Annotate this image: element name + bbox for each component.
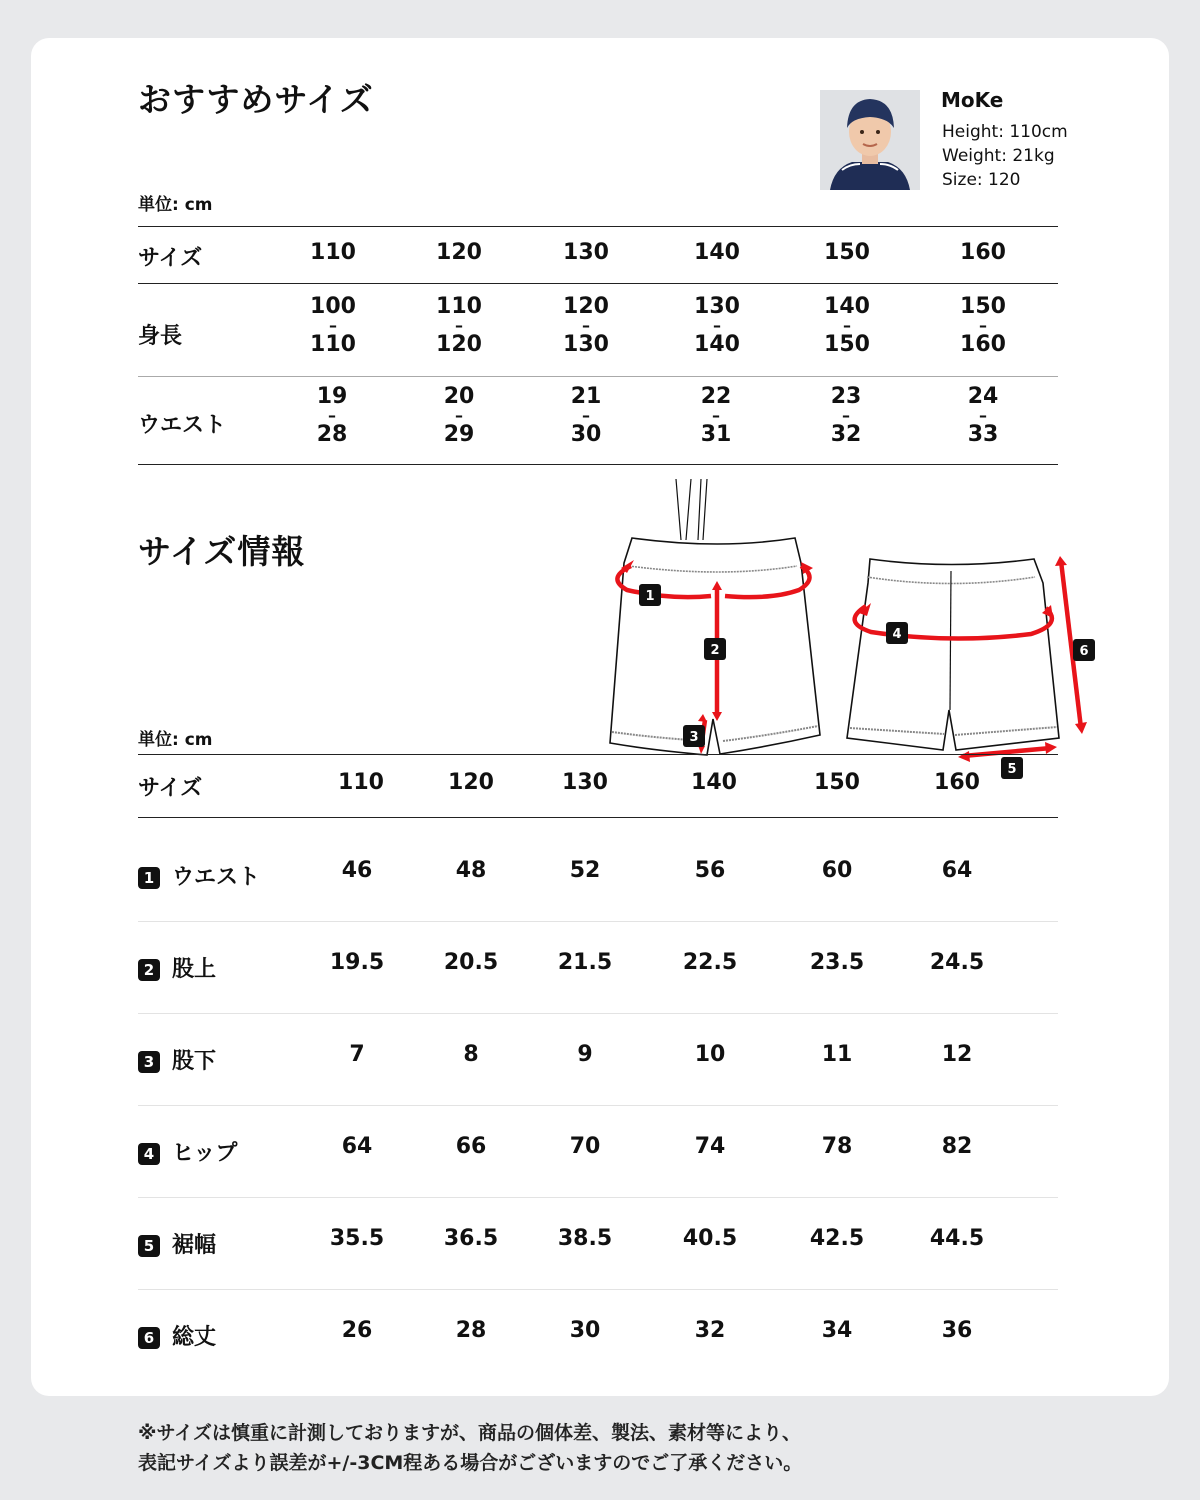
- range-min: 23: [830, 384, 862, 409]
- model-name: MoKe: [941, 88, 1004, 112]
- size-col: 140: [691, 770, 737, 795]
- size-header-label: サイズ: [138, 776, 203, 801]
- waist-range: [317, 385, 348, 447]
- measure-value: 64: [941, 858, 973, 883]
- size-col: 120: [436, 240, 482, 265]
- measure-value: 42.5: [809, 1226, 865, 1251]
- range-dash: –: [328, 406, 336, 425]
- height-row-label: 身長: [138, 324, 183, 349]
- height-range: [824, 295, 870, 357]
- range-dash: –: [843, 316, 851, 335]
- diagram-label-2: 2: [710, 643, 720, 658]
- range-dash: –: [329, 316, 337, 335]
- number-badge-icon: 2: [138, 959, 160, 981]
- range-min: 150: [960, 294, 1006, 319]
- measure-row-label: [138, 952, 216, 983]
- measure-value: 22.5: [682, 950, 738, 975]
- measure-value: 19.5: [329, 950, 385, 975]
- shorts-measurement-diagram: [571, 478, 1091, 777]
- waist-range: [571, 385, 602, 447]
- divider: [138, 376, 1058, 377]
- child-model-image: [820, 90, 920, 190]
- measure-value: 64: [341, 1134, 373, 1159]
- measure-row-label: [138, 1320, 216, 1351]
- measure-value: 8: [463, 1042, 479, 1067]
- range-max: 120: [436, 332, 482, 357]
- size-col: 160: [960, 240, 1006, 265]
- height-range: [310, 295, 356, 357]
- number-badge-icon: 1: [138, 867, 160, 889]
- measure-value: 44.5: [929, 1226, 985, 1251]
- range-min: 19: [316, 384, 348, 409]
- row-divider: [138, 1013, 1058, 1014]
- range-min: 140: [824, 294, 870, 319]
- measure-value: 78: [821, 1134, 853, 1159]
- number-badge-icon: 5: [138, 1235, 160, 1257]
- diagram-label-5: 5: [1007, 762, 1017, 777]
- measure-row-label: [138, 1228, 216, 1259]
- measure-name: ウエスト: [172, 865, 261, 890]
- disclaimer-line-2: 表記サイズより誤差が+/-3CM程ある場合がございますのでご了承ください。: [138, 1452, 803, 1474]
- divider: [138, 226, 1058, 227]
- measure-value: 34: [821, 1318, 853, 1343]
- range-dash: –: [979, 406, 987, 425]
- measure-value: 30: [569, 1318, 601, 1343]
- height-range: [694, 295, 740, 357]
- waist-row-label: ウエスト: [138, 413, 227, 438]
- measure-value: 26: [341, 1318, 373, 1343]
- range-min: 24: [967, 384, 999, 409]
- measure-value: 21.5: [557, 950, 613, 975]
- measure-value: 46: [341, 858, 373, 883]
- range-max: 140: [694, 332, 740, 357]
- size-col: 150: [824, 240, 870, 265]
- size-col: 130: [563, 240, 609, 265]
- measure-value: 20.5: [443, 950, 499, 975]
- model-weight: Weight: 21kg: [942, 146, 1055, 166]
- measure-name: 裾幅: [172, 1233, 217, 1258]
- range-dash: –: [842, 406, 850, 425]
- measure-value: 66: [455, 1134, 487, 1159]
- range-max: 30: [570, 422, 602, 447]
- divider: [138, 283, 1058, 284]
- range-max: 130: [563, 332, 609, 357]
- size-info-title: サイズ情報: [138, 532, 306, 571]
- range-min: 110: [436, 294, 482, 319]
- range-max: 28: [316, 422, 348, 447]
- measure-value: 60: [821, 858, 853, 883]
- range-dash: –: [712, 406, 720, 425]
- recommended-title: おすすめサイズ: [138, 80, 374, 119]
- measure-name: ヒップ: [172, 1141, 238, 1166]
- range-dash: –: [582, 406, 590, 425]
- measure-value: 70: [569, 1134, 601, 1159]
- range-dash: –: [582, 316, 590, 335]
- range-max: 29: [443, 422, 475, 447]
- unit-label: 単位: cm: [138, 195, 213, 215]
- range-min: 100: [310, 294, 356, 319]
- height-range: [563, 295, 609, 357]
- measure-value: 24.5: [929, 950, 985, 975]
- range-dash: –: [455, 406, 463, 425]
- row-divider: [138, 1289, 1058, 1290]
- range-dash: –: [979, 316, 987, 335]
- waist-range: [831, 385, 862, 447]
- range-max: 160: [960, 332, 1006, 357]
- diagram-label-1: 1: [645, 589, 655, 604]
- diagram-label-6: 6: [1079, 644, 1089, 659]
- measure-row-label: [138, 860, 260, 891]
- measure-row-label: [138, 1136, 237, 1167]
- range-min: 22: [700, 384, 732, 409]
- model-height: Height: 110cm: [942, 122, 1068, 142]
- size-col: 110: [310, 240, 356, 265]
- measure-value: 28: [455, 1318, 487, 1343]
- range-min: 21: [570, 384, 602, 409]
- row-divider: [138, 1197, 1058, 1198]
- measure-value: 36: [941, 1318, 973, 1343]
- measure-name: 股下: [172, 1049, 217, 1074]
- measure-value: 11: [821, 1042, 853, 1067]
- range-max: 110: [310, 332, 356, 357]
- size-header-label: サイズ: [138, 246, 203, 271]
- unit-label: 単位: cm: [138, 730, 213, 750]
- size-col: 120: [448, 770, 494, 795]
- height-range: [436, 295, 482, 357]
- measure-value: 12: [941, 1042, 973, 1067]
- diagram-label-4: 4: [892, 627, 902, 642]
- height-range: [960, 295, 1006, 357]
- disclaimer-note: [138, 1418, 802, 1478]
- measure-value: 40.5: [682, 1226, 738, 1251]
- range-dash: –: [455, 316, 463, 335]
- measure-value: 36.5: [443, 1226, 499, 1251]
- number-badge-icon: 6: [138, 1327, 160, 1349]
- range-max: 150: [824, 332, 870, 357]
- measure-value: 52: [569, 858, 601, 883]
- measure-value: 38.5: [557, 1226, 613, 1251]
- size-col: 150: [814, 770, 860, 795]
- measure-value: 48: [455, 858, 487, 883]
- model-photo: [820, 90, 920, 190]
- waist-range: [968, 385, 999, 447]
- waist-range: [444, 385, 475, 447]
- range-max: 32: [830, 422, 862, 447]
- measure-value: 32: [694, 1318, 726, 1343]
- number-badge-icon: 3: [138, 1051, 160, 1073]
- size-col: 110: [338, 770, 384, 795]
- measure-name: 総丈: [172, 1325, 217, 1350]
- measure-row-label: [138, 1044, 216, 1075]
- row-divider: [138, 921, 1058, 922]
- disclaimer-line-1: ※サイズは慎重に計測しておりますが、商品の個体差、製法、素材等により、: [138, 1422, 801, 1444]
- divider: [138, 754, 1058, 755]
- diagram-label-3: 3: [689, 730, 699, 745]
- range-min: 20: [443, 384, 475, 409]
- size-col: 130: [562, 770, 608, 795]
- measure-value: 10: [694, 1042, 726, 1067]
- number-badge-icon: 4: [138, 1143, 160, 1165]
- measure-value: 9: [577, 1042, 593, 1067]
- measure-value: 82: [941, 1134, 973, 1159]
- size-col: 140: [694, 240, 740, 265]
- divider: [138, 464, 1058, 465]
- range-min: 130: [694, 294, 740, 319]
- measure-value: 74: [694, 1134, 726, 1159]
- range-min: 120: [563, 294, 609, 319]
- divider: [138, 817, 1058, 818]
- measure-value: 35.5: [329, 1226, 385, 1251]
- measure-value: 23.5: [809, 950, 865, 975]
- range-dash: –: [713, 316, 721, 335]
- waist-range: [701, 385, 732, 447]
- measure-value: 7: [349, 1042, 365, 1067]
- range-max: 33: [967, 422, 999, 447]
- size-col: 160: [934, 770, 980, 795]
- measure-value: 56: [694, 858, 726, 883]
- range-max: 31: [700, 422, 732, 447]
- measure-name: 股上: [172, 957, 217, 982]
- size-chart-card: [31, 38, 1169, 1396]
- row-divider: [138, 1105, 1058, 1106]
- model-size: Size: 120: [942, 170, 1021, 190]
